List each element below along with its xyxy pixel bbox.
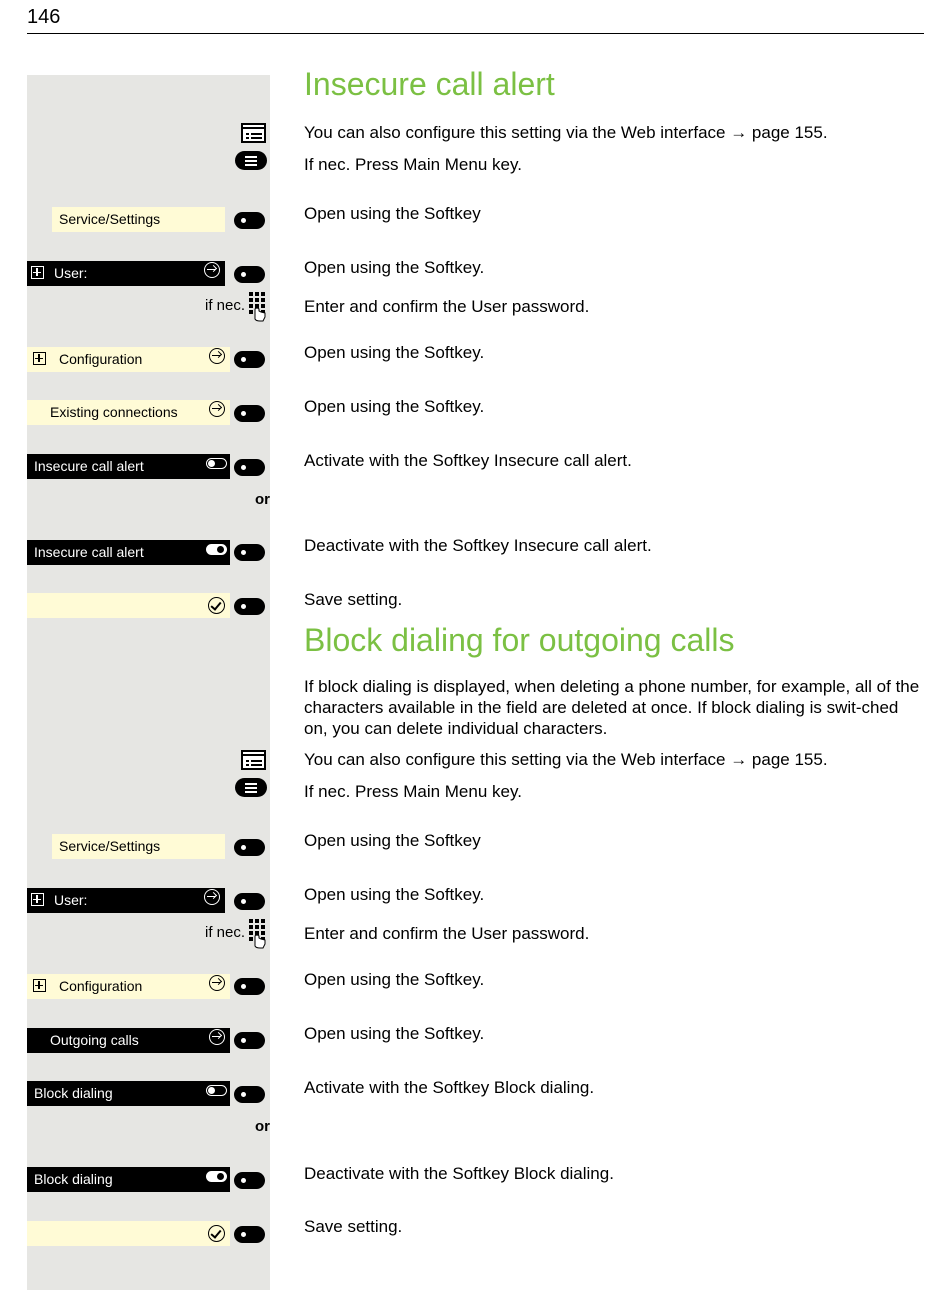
label-text: Configuration xyxy=(59,351,143,367)
or-separator: or xyxy=(255,491,270,508)
toggle-on-icon xyxy=(206,544,227,555)
softkey-icon[interactable] xyxy=(234,266,265,283)
step-password: Enter and confirm the User password. xyxy=(304,924,590,943)
menu-label-service-settings[interactable] xyxy=(52,207,225,232)
step-main-menu: If nec. Press Main Menu key. xyxy=(304,155,522,174)
label-text: User: xyxy=(54,265,88,281)
if-nec-label: if nec. xyxy=(205,297,246,314)
keypad-icon xyxy=(248,919,268,949)
softkey-icon[interactable] xyxy=(234,212,265,229)
main-menu-key-icon[interactable] xyxy=(235,778,267,797)
menu-label-block-dialing-on[interactable] xyxy=(27,1167,230,1192)
softkey-icon[interactable] xyxy=(234,1032,265,1049)
menu-label-save[interactable] xyxy=(27,1221,230,1246)
expand-plus-icon xyxy=(33,352,46,365)
toggle-off-icon xyxy=(206,458,227,469)
softkey-icon[interactable] xyxy=(234,978,265,995)
step-deactivate: Deactivate with the Softkey Block dialing. xyxy=(304,1164,614,1183)
softkey-icon[interactable] xyxy=(234,405,265,422)
softkey-icon[interactable] xyxy=(234,1086,265,1103)
expand-plus-icon xyxy=(31,266,44,279)
step-web-interface: You can also configure this setting via the Web interface → page 155. xyxy=(304,750,828,769)
toggle-on-icon xyxy=(206,1171,227,1182)
label-text: Insecure call alert xyxy=(34,544,144,560)
softkey-icon[interactable] xyxy=(234,598,265,615)
or-separator: or xyxy=(255,1118,270,1135)
checkmark-icon xyxy=(208,597,225,614)
menu-label-outgoing-calls[interactable] xyxy=(27,1028,230,1053)
label-text: User: xyxy=(54,892,88,908)
header-rule xyxy=(27,33,924,34)
step-password: Enter and confirm the User password. xyxy=(304,297,590,316)
step-main-menu: If nec. Press Main Menu key. xyxy=(304,782,522,801)
step-user: Open using the Softkey. xyxy=(304,258,485,277)
sidebar xyxy=(27,75,270,1290)
step-deactivate: Deactivate with the Softkey Insecure call alert. xyxy=(304,536,652,555)
menu-label-user[interactable] xyxy=(27,261,225,286)
step-configuration: Open using the Softkey. xyxy=(304,970,485,989)
arrow-right-icon xyxy=(209,1029,225,1045)
expand-plus-icon xyxy=(33,979,46,992)
step-save: Save setting. xyxy=(304,590,403,609)
arrow-right-icon xyxy=(209,975,225,991)
step-user: Open using the Softkey. xyxy=(304,885,485,904)
step-activate: Activate with the Softkey Insecure call alert. xyxy=(304,451,632,470)
arrow-right-icon xyxy=(209,348,225,364)
menu-label-user[interactable] xyxy=(27,888,225,913)
main-menu-key-icon[interactable] xyxy=(235,151,267,170)
step-outgoing-calls: Open using the Softkey. xyxy=(304,1024,485,1043)
arrow-right-icon xyxy=(209,401,225,417)
menu-label-configuration[interactable] xyxy=(27,974,230,999)
step-activate: Activate with the Softkey Block dialing. xyxy=(304,1078,595,1097)
menu-label-configuration[interactable] xyxy=(27,347,230,372)
label-text: Insecure call alert xyxy=(34,458,144,474)
section-title-block-dialing: Block dialing for outgoing calls xyxy=(304,622,735,658)
menu-label-save[interactable] xyxy=(27,593,230,618)
checkmark-icon xyxy=(208,1225,225,1242)
menu-label-existing-connections[interactable] xyxy=(27,400,230,425)
label-text: Service/Settings xyxy=(59,838,161,854)
keypad-icon xyxy=(248,292,268,322)
softkey-icon[interactable] xyxy=(234,1226,265,1243)
softkey-icon[interactable] xyxy=(234,459,265,476)
label-text: Outgoing calls xyxy=(50,1032,139,1048)
label-text: Block dialing xyxy=(34,1171,113,1187)
softkey-icon[interactable] xyxy=(234,351,265,368)
menu-label-insecure-call-alert-on[interactable] xyxy=(27,540,230,565)
step-save: Save setting. xyxy=(304,1217,403,1236)
step-configuration: Open using the Softkey. xyxy=(304,343,485,362)
menu-label-service-settings[interactable] xyxy=(52,834,225,859)
web-interface-icon xyxy=(241,123,266,143)
label-text: Block dialing xyxy=(34,1085,113,1101)
label-text: Service/Settings xyxy=(59,211,161,227)
step-web-interface: You can also configure this setting via the Web interface → page 155. xyxy=(304,123,828,142)
arrow-right-icon xyxy=(204,262,220,278)
section-title-insecure-call-alert: Insecure call alert xyxy=(304,66,555,102)
if-nec-label: if nec. xyxy=(205,924,246,941)
toggle-off-icon xyxy=(206,1085,227,1096)
label-text: Configuration xyxy=(59,978,143,994)
softkey-icon[interactable] xyxy=(234,839,265,856)
web-interface-icon xyxy=(241,750,266,770)
step-service-settings: Open using the Softkey xyxy=(304,831,481,850)
menu-label-block-dialing-off[interactable] xyxy=(27,1081,230,1106)
softkey-icon[interactable] xyxy=(234,893,265,910)
step-service-settings: Open using the Softkey xyxy=(304,204,481,223)
softkey-icon[interactable] xyxy=(234,1172,265,1189)
softkey-icon[interactable] xyxy=(234,544,265,561)
menu-label-insecure-call-alert-off[interactable] xyxy=(27,454,230,479)
page-number: 146 xyxy=(27,6,61,28)
block-dialing-intro: If block dialing is displayed, when deleting a phone number, for example, all of the characters available in the field are deleted at once. If block dialing is swit-ched on, you can delete individual characters. xyxy=(304,677,920,738)
arrow-right-icon xyxy=(204,889,220,905)
label-text: Existing connections xyxy=(50,404,178,420)
expand-plus-icon xyxy=(31,893,44,906)
step-existing-connections: Open using the Softkey. xyxy=(304,397,485,416)
